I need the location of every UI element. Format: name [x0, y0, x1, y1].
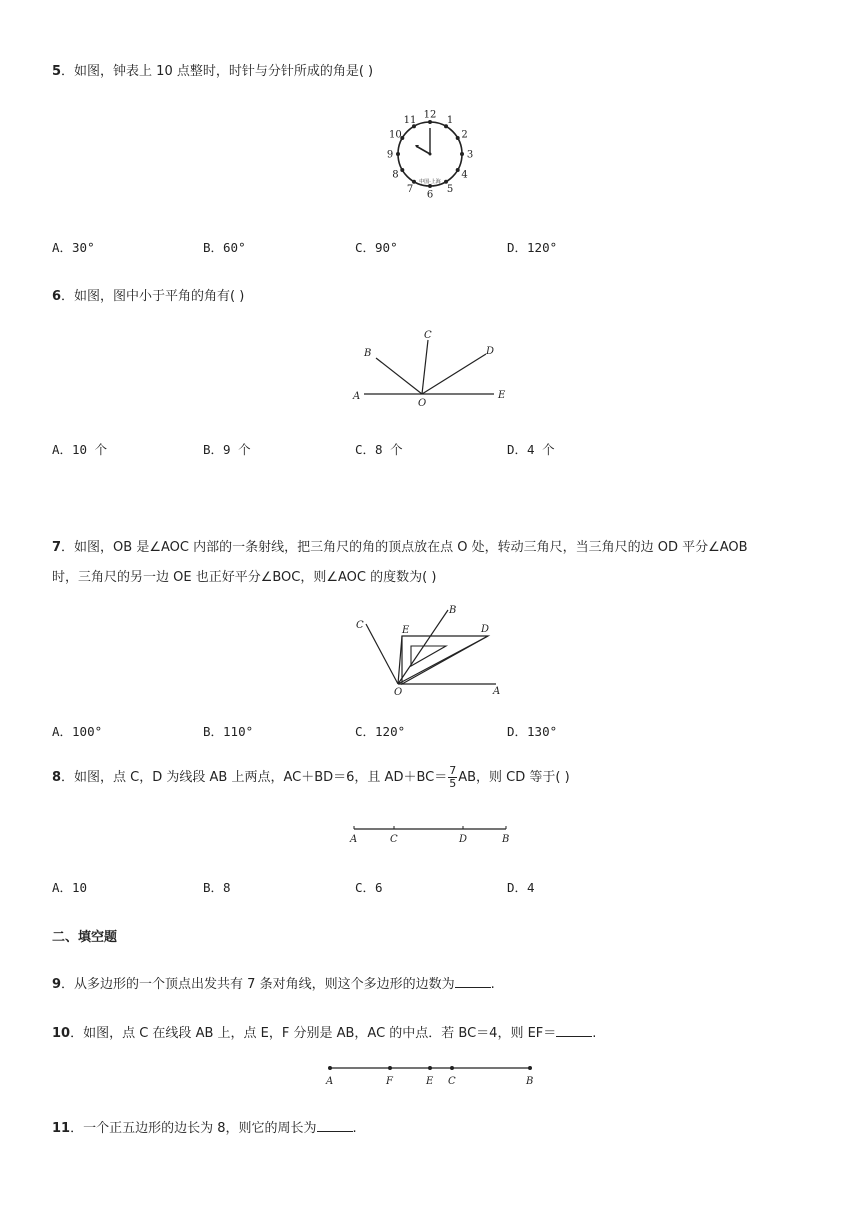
question-text-after: . [352, 1121, 357, 1136]
option-d[interactable]: D．4 [507, 880, 535, 895]
clock-numeral: 5 [446, 184, 454, 196]
question-text: ．如图，图中小于平角的角有( ) [61, 289, 245, 304]
clock-hour-dot [456, 136, 460, 140]
question-text: ．如图，钟表上 10 点整时，时针与分针所成的角是( ) [61, 64, 374, 79]
answer-blank[interactable] [455, 975, 491, 988]
option-a[interactable]: A．30° [52, 240, 95, 255]
label-b: B [364, 348, 372, 359]
question-number: 5 [52, 64, 62, 79]
clock-numeral: 2 [461, 129, 468, 141]
question-7-line-1 [52, 536, 748, 555]
label-d: D [486, 346, 495, 357]
option-b[interactable]: B．9 个 [203, 442, 251, 457]
option-b[interactable]: B．110° [203, 724, 254, 739]
question-text: ．如图，OB 是∠AOC 内部的一条射线，把三角尺的角的顶点放在点 O 处，转动三角尺，当三角尺的边 OD 平分∠AOB [61, 540, 748, 555]
question-7-line-2 [52, 566, 436, 585]
question-text-after: . [490, 977, 495, 992]
triangle-ruler-figure [348, 602, 508, 698]
option-a[interactable]: A．100° [52, 724, 103, 739]
point-a [328, 1066, 332, 1070]
question-text-after: AB，则 CD 等于( ) [458, 770, 570, 785]
point-f [388, 1066, 392, 1070]
clock-center [429, 153, 432, 156]
label-a: A [353, 391, 361, 402]
fraction [448, 765, 457, 790]
question-6 [52, 285, 244, 304]
label-e: E [402, 625, 410, 636]
edge-oe [398, 636, 402, 684]
label-a: A [493, 686, 501, 697]
question-number: 10 [52, 1026, 71, 1041]
label-f: F [386, 1076, 393, 1087]
question-5 [52, 60, 373, 79]
clock-hour-dot [412, 180, 416, 184]
option-d[interactable]: D．130° [507, 724, 558, 739]
clock-numeral: 6 [426, 189, 434, 201]
ray-oc [366, 624, 398, 684]
label-a: A [350, 834, 358, 845]
option-b[interactable]: B．60° [203, 240, 246, 255]
option-c[interactable]: C．8 个 [355, 442, 403, 457]
label-d: D [459, 834, 468, 845]
clock-numeral: 3 [466, 149, 474, 161]
clock-numeral: 12 [423, 109, 437, 121]
point-b [528, 1066, 532, 1070]
option-d[interactable]: D．4 个 [507, 442, 555, 457]
clock-figure [382, 108, 478, 204]
section-title: 二、填空题 [52, 930, 118, 945]
option-d[interactable]: D．120° [507, 240, 558, 255]
label-c: C [390, 834, 398, 845]
clock-hour-dot [396, 152, 400, 156]
clock-hour-dot [460, 152, 464, 156]
clock-numeral: 11 [403, 114, 417, 126]
label-c: C [424, 330, 432, 341]
angles-figure [348, 326, 518, 410]
fraction-denominator: 5 [449, 777, 457, 790]
label-b: B [526, 1076, 534, 1087]
question-text-before: ．如图，点 C，D 为线段 AB 上两点，AC＋BD＝6，且 AD＋BC＝ [61, 770, 448, 785]
ray-od [422, 354, 486, 394]
answer-blank[interactable] [556, 1024, 592, 1037]
fraction-numerator: 7 [449, 764, 457, 777]
segment-figure-q10 [318, 1060, 548, 1090]
option-b[interactable]: B．8 [203, 880, 231, 895]
hour-hand [416, 146, 430, 154]
clock-hour-dot [444, 180, 448, 184]
label-c: C [448, 1076, 456, 1087]
question-text-after: . [592, 1026, 597, 1041]
clock-brand: 中国·上海 [419, 179, 441, 185]
label-e: E [426, 1076, 434, 1087]
clock-numeral: 10 [389, 129, 402, 141]
label-e: E [498, 390, 506, 401]
ray-oc [422, 340, 428, 394]
question-8 [52, 765, 570, 790]
question-text-before: ．从多边形的一个顶点出发共有 7 条对角线，则这个多边形的边数为 [61, 977, 455, 992]
option-c[interactable]: C．90° [355, 240, 398, 255]
clock-hour-dot [456, 168, 460, 172]
clock-numeral: 9 [386, 149, 394, 161]
question-number: 9 [52, 977, 62, 992]
label-b: B [502, 834, 510, 845]
segment-figure-q8 [342, 820, 522, 850]
clock-numeral: 1 [446, 114, 454, 126]
question-text-before: ．一个正五边形的边长为 8，则它的周长为 [70, 1121, 317, 1136]
option-c[interactable]: C．6 [355, 880, 383, 895]
option-c[interactable]: C．120° [355, 724, 406, 739]
question-text-before: ．如图，点 C 在线段 AB 上，点 E，F 分别是 AB，AC 的中点．若 BC＝4，则 EF＝ [70, 1026, 557, 1041]
question-number: 8 [52, 770, 62, 785]
point-e [428, 1066, 432, 1070]
option-a[interactable]: A．10 个 [52, 442, 108, 457]
answer-blank[interactable] [317, 1119, 353, 1132]
ray-ob [376, 358, 422, 394]
question-9 [52, 973, 495, 992]
label-a: A [326, 1076, 334, 1087]
clock-numeral: 4 [461, 169, 468, 181]
question-number: 6 [52, 289, 62, 304]
question-11 [52, 1117, 357, 1136]
label-d: D [481, 624, 490, 635]
question-text: 时，三角尺的另一边 OE 也正好平分∠BOC，则∠AOC 的度数为( ) [52, 570, 437, 585]
clock-hour-dot [400, 168, 404, 172]
question-number: 11 [52, 1121, 71, 1136]
label-b: B [449, 605, 457, 616]
clock-numeral: 7 [406, 184, 414, 196]
question-number: 7 [52, 540, 62, 555]
option-a[interactable]: A．10 [52, 880, 88, 895]
clock-hour-dot [428, 120, 432, 124]
question-10 [52, 1022, 596, 1041]
label-o: O [394, 687, 403, 698]
point-c [450, 1066, 454, 1070]
clock-numeral: 8 [392, 169, 399, 181]
label-o: O [418, 398, 427, 409]
label-c: C [356, 620, 364, 631]
